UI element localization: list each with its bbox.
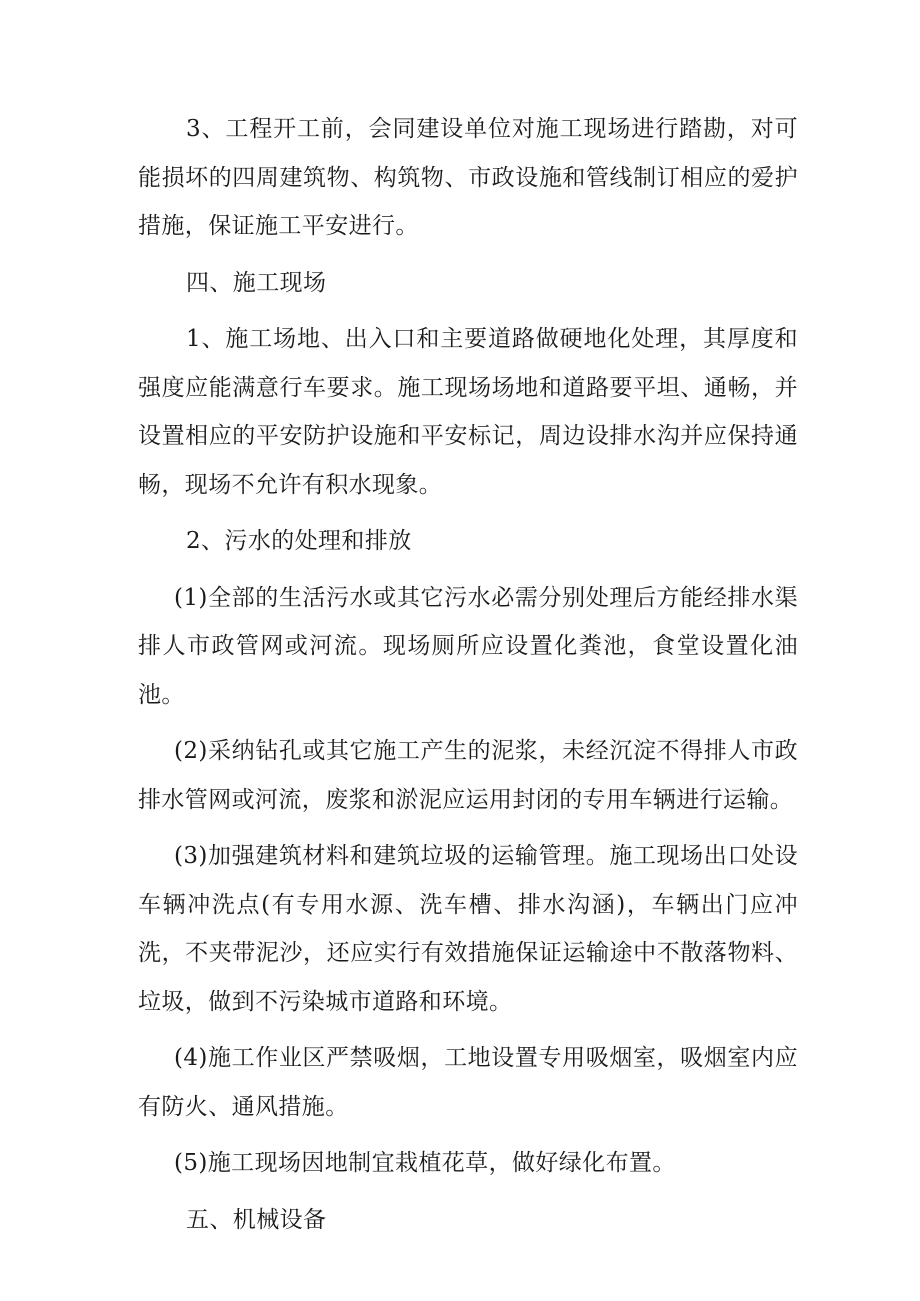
section-heading-machinery: 五、机械设备 xyxy=(186,1206,327,1233)
paragraph-sewage-title: 2、污水的处理和排放 xyxy=(186,528,412,554)
paragraph-sewage-item-5: (5)施工现场因地制宜栽植花草，做好绿化布置。 xyxy=(174,1150,676,1176)
document-body xyxy=(138,105,798,1252)
paragraph-sewage-item-3: (3)加强建筑材料和建筑垃圾的运输管理。施工现场出口处设车辆冲洗点(有专用水源、洗车槽、排水沟涵)，车辆出门应冲洗，不夹带泥沙，还应实行有效措施保证运输途中不散落物料、垃圾，做到不污染城市道路和环境。 xyxy=(138,843,798,1015)
paragraph-site-roads: 1、施工场地、出入口和主要道路做硬地化处理，其厚度和强度应能满意行车要求。施工现场场地和道路要平坦、通畅，并设置相应的平安防护设施和平安标记，周边设排水沟并应保持通畅，现场不允许有积水现象。 xyxy=(138,326,798,498)
paragraph-sewage-item-4: (4)施工作业区严禁吸烟，工地设置专用吸烟室，吸烟室内应有防火、通风措施。 xyxy=(138,1045,798,1120)
section-heading-construction-site: 四、施工现场 xyxy=(186,269,327,296)
paragraph-site-survey: 3、工程开工前，会同建设单位对施工现场进行踏勘，对可能损坏的四周建筑物、构筑物、市政设施和管线制订相应的爱护措施，保证施工平安进行。 xyxy=(138,116,798,239)
paragraph-sewage-item-2: (2)采纳钻孔或其它施工产生的泥浆，未经沉淀不得排人市政排水管网或河流，废浆和淤泥应运用封闭的专用车辆进行运输。 xyxy=(138,738,798,813)
paragraph-sewage-item-1: (1)全部的生活污水或其它污水必需分别处理后方能经排水渠排人市政管网或河流。现场厕所应设置化粪池，食堂设置化油池。 xyxy=(138,584,798,708)
